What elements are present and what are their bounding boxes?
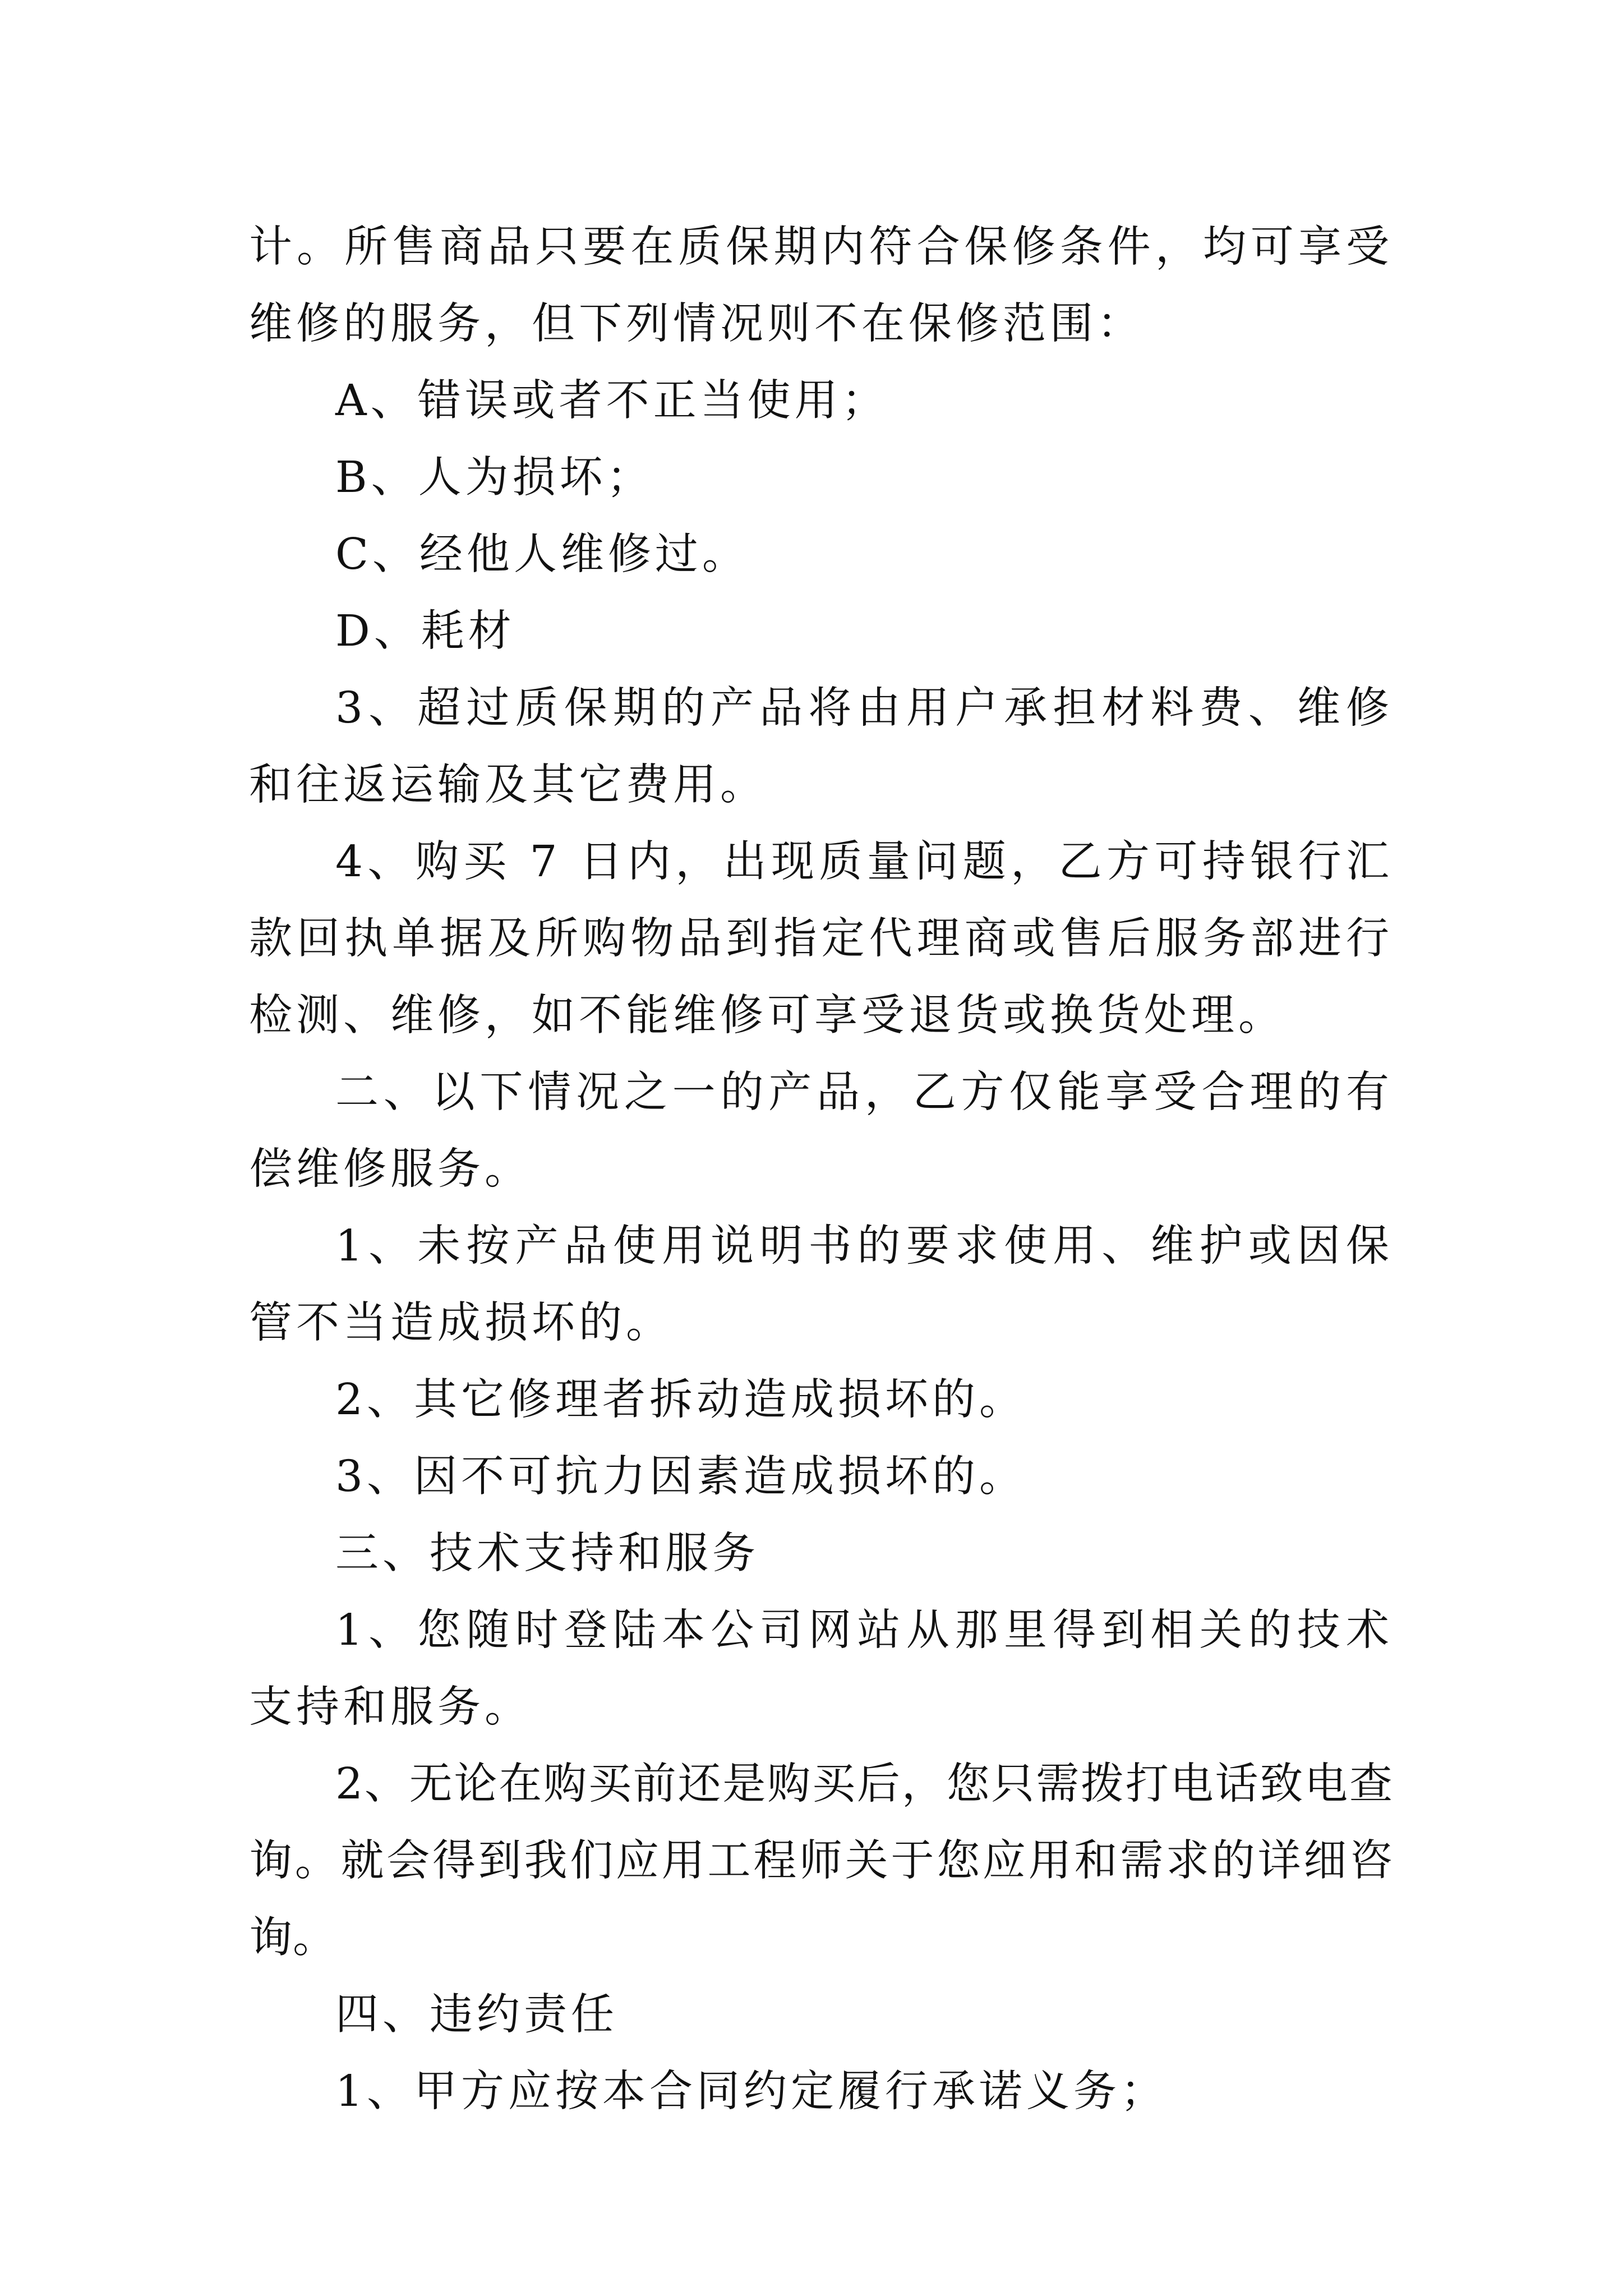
document-body bbox=[249, 209, 1393, 2130]
paragraph-paid-item-1: 1、未按产品使用说明书的要求使用、维护或因保管不当造成损坏的。 bbox=[249, 1221, 1393, 1348]
paragraph-support-item-1: 1、您随时登陆本公司网站从那里得到相关的技术支持和服务。 bbox=[249, 1605, 1393, 1732]
paragraph-paid-item-2: 2、其它修理者拆动造成损坏的。 bbox=[335, 1375, 1026, 1425]
paragraph-paid-item-3: 3、因不可抗力因素造成损坏的。 bbox=[335, 1452, 1026, 1502]
section-heading-tech-support: 三、技术支持和服务 bbox=[335, 1529, 759, 1579]
paragraph-support-item-2: 2、无论在购买前还是购买后，您只需拨打电话致电查询。就会得到我们应用工程师关于您应用和需求的详细咨询。 bbox=[249, 1759, 1393, 1963]
paragraph-exclusion-b: B、人为损坏； bbox=[335, 453, 654, 503]
paragraph-exclusion-a: A、错误或者不正当使用； bbox=[335, 376, 889, 426]
section-heading-paid-repair: 二、以下情况之一的产品，乙方仅能享受合理的有偿维修服务。 bbox=[249, 1068, 1393, 1194]
paragraph-exclusion-c: C、经他人维修过。 bbox=[335, 530, 749, 579]
paragraph-warranty-scope: 计。所售商品只要在质保期内符合保修条件，均可享受维修的服务，但下列情况则不在保修范围： bbox=[249, 222, 1393, 349]
paragraph-exclusion-d: D、耗材 bbox=[335, 606, 515, 656]
paragraph-item-4-seven-day: 4、购买 7 日内，出现质量问题，乙方可持银行汇款回执单据及所购物品到指定代理商或售后服务部进行检测、维修，如不能维修可享受退货或换货处理。 bbox=[249, 837, 1393, 1041]
paragraph-liability-item-1: 1、甲方应按本合同约定履行承诺义务； bbox=[335, 2067, 1168, 2116]
section-heading-liability: 四、违约责任 bbox=[335, 1990, 618, 2040]
paragraph-item-3-expired-warranty: 3、超过质保期的产品将由用户承担材料费、维修和往返运输及其它费用。 bbox=[249, 683, 1393, 810]
